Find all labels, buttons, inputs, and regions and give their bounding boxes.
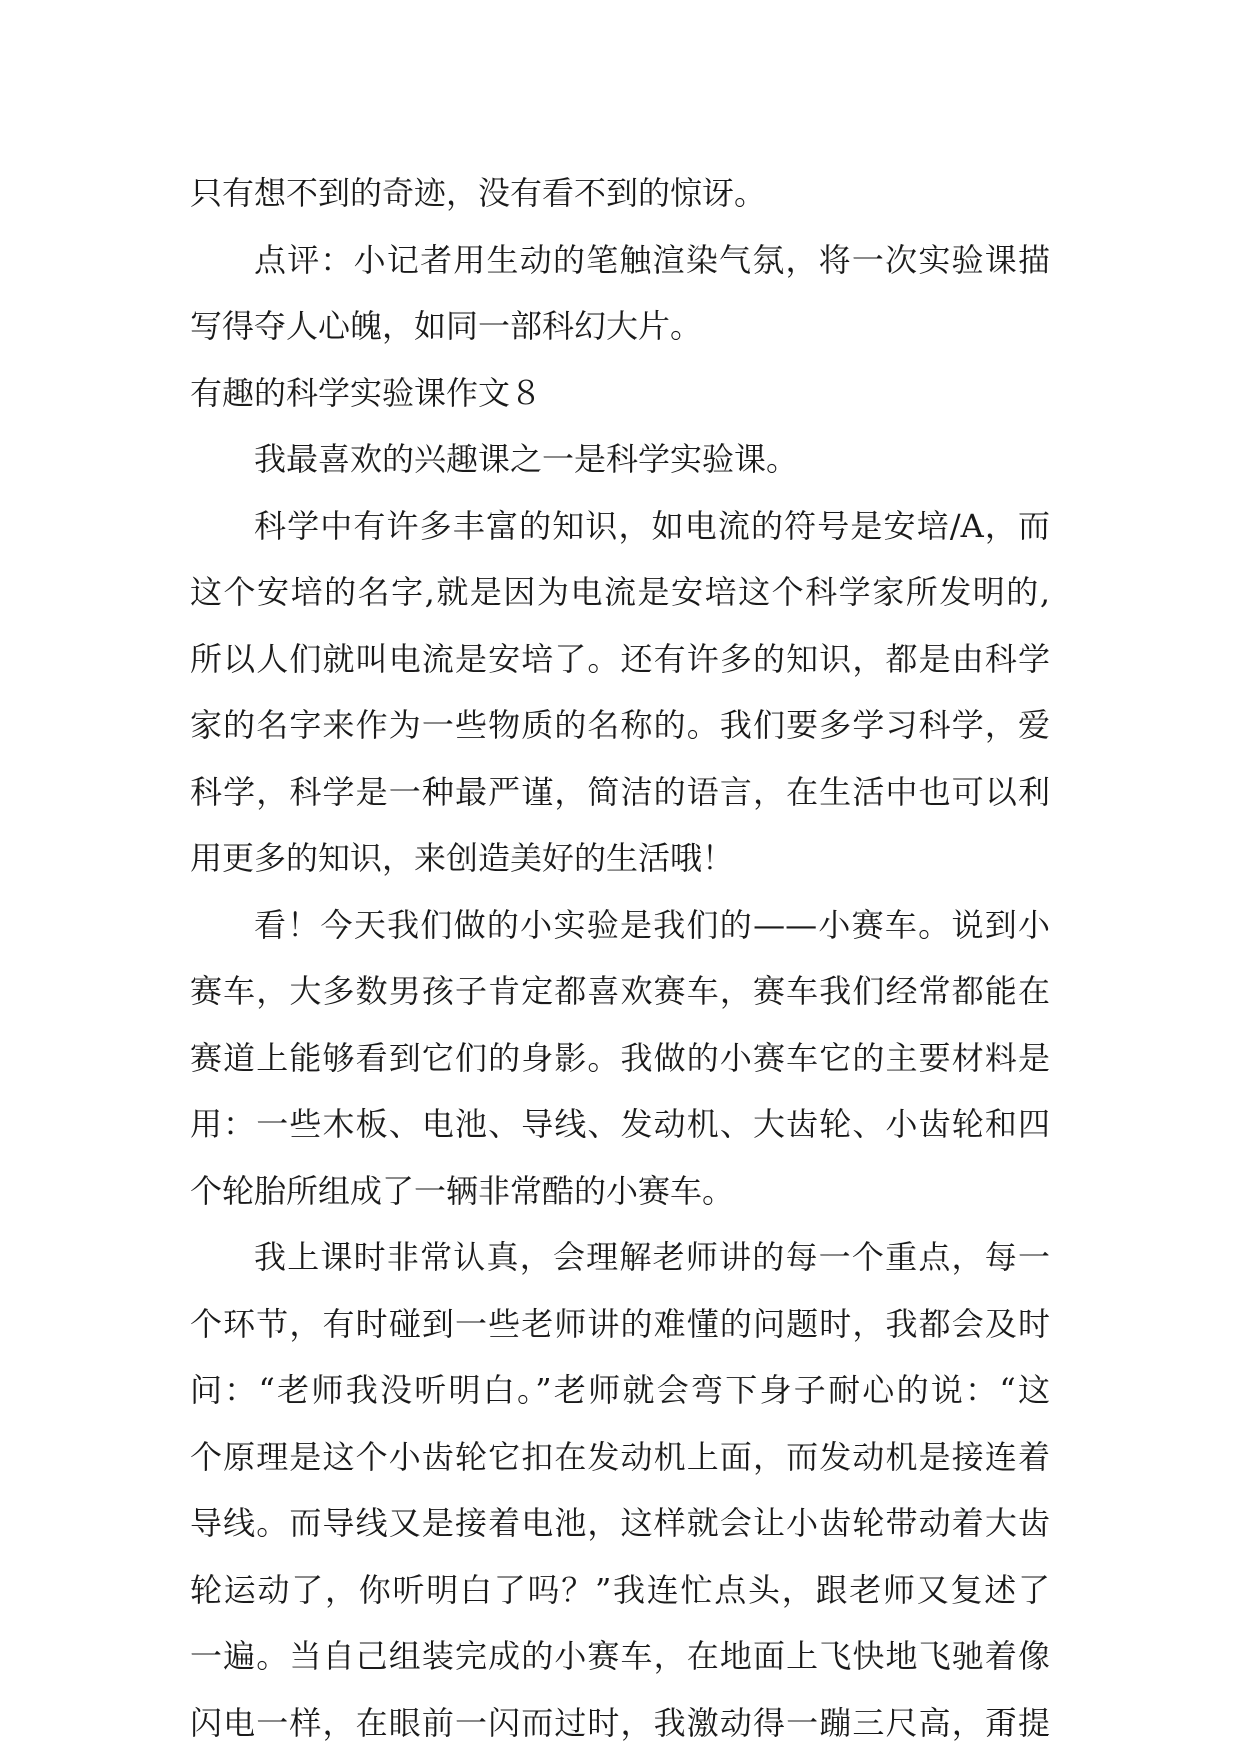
- section-title: 有趣的科学实验课作文８: [190, 360, 1050, 427]
- text-line: 所以人们就叫电流是安培了。还有许多的知识，都是由科学: [190, 626, 1050, 693]
- text-line: 科学中有许多丰富的知识，如电流的符号是安培/A，而: [190, 493, 1050, 560]
- text-line: 这个安培的名字,就是因为电流是安培这个科学家所发明的,: [190, 559, 1050, 626]
- text-line: 科学，科学是一种最严谨，简洁的语言，在生活中也可以利: [190, 759, 1050, 826]
- text-line: 个轮胎所组成了一辆非常酷的小赛车。: [190, 1158, 1050, 1225]
- text-line: 轮运动了，你听明白了吗？”我连忙点头，跟老师又复述了: [190, 1557, 1050, 1624]
- text-line: 看！今天我们做的小实验是我们的——小赛车。说到小: [190, 892, 1050, 959]
- text-line: 赛道上能够看到它们的身影。我做的小赛车它的主要材料是: [190, 1025, 1050, 1092]
- text-line: 赛车，大多数男孩子肯定都喜欢赛车，赛车我们经常都能在: [190, 958, 1050, 1025]
- text-line: 导线。而导线又是接着电池，这样就会让小齿轮带动着大齿: [190, 1490, 1050, 1557]
- text-line: 写得夺人心魄，如同一部科幻大片。: [190, 293, 1050, 360]
- text-line: 闪电一样，在眼前一闪而过时，我激动得一蹦三尺高，甭提: [190, 1690, 1050, 1756]
- text-line: 一遍。当自己组装完成的小赛车，在地面上飞快地飞驰着像: [190, 1623, 1050, 1690]
- text-line: 只有想不到的奇迹，没有看不到的惊讶。: [190, 160, 1050, 227]
- text-line: 个原理是这个小齿轮它扣在发动机上面，而发动机是接连着: [190, 1424, 1050, 1491]
- text-line: 点评：小记者用生动的笔触渲染气氛，将一次实验课描: [190, 227, 1050, 294]
- text-line: 用：一些木板、电池、导线、发动机、大齿轮、小齿轮和四: [190, 1091, 1050, 1158]
- document-body: [190, 160, 1050, 1756]
- text-line: 用更多的知识，来创造美好的生活哦！: [190, 825, 1050, 892]
- text-line: 我最喜欢的兴趣课之一是科学实验课。: [190, 426, 1050, 493]
- text-line: 个环节，有时碰到一些老师讲的难懂的问题时，我都会及时: [190, 1291, 1050, 1358]
- text-line: 我上课时非常认真，会理解老师讲的每一个重点，每一: [190, 1224, 1050, 1291]
- text-line: 家的名字来作为一些物质的名称的。我们要多学习科学，爱: [190, 692, 1050, 759]
- text-line: 问：“老师我没听明白。”老师就会弯下身子耐心的说：“这: [190, 1357, 1050, 1424]
